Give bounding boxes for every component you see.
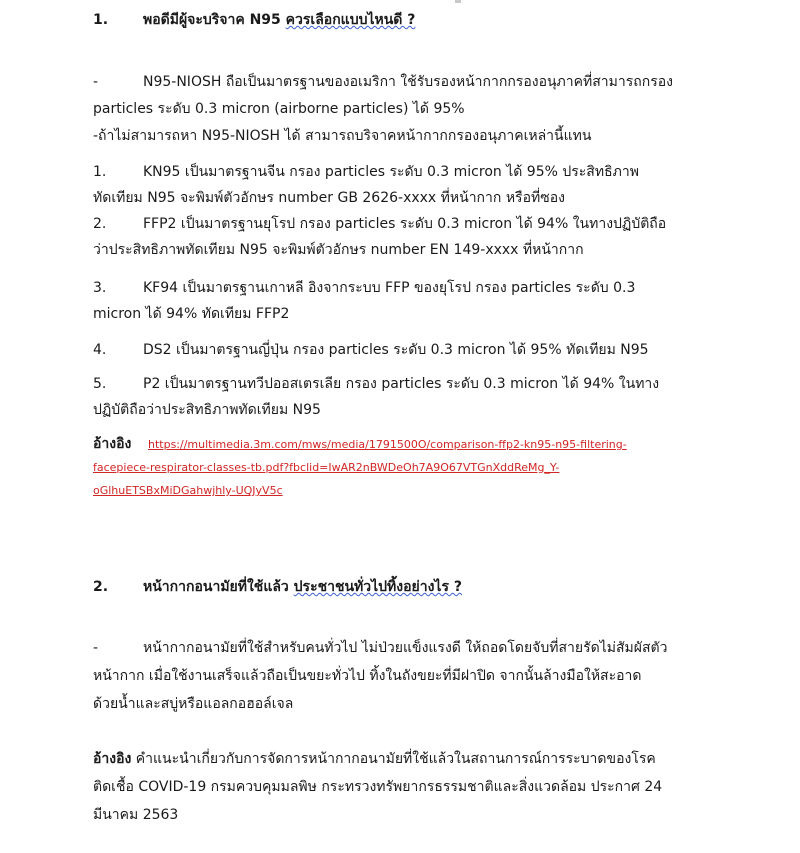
q1-title <box>143 10 415 30</box>
q1-item-2-line2: ว่าประสิทธิภาพทัดเทียม N95 จะพิมพ์ตัวอักษร number EN 149-xxxx ที่หน้ากาก <box>93 242 584 258</box>
q1-item-2-line1: FFP2 เป็นมาตรฐานยุโรป กรอง particles ระดับ 0.3 micron ได้ 94% ในทางปฏิบัติถือ <box>143 216 667 232</box>
q1-item-1-line2: ทัดเทียม N95 จะพิมพ์ตัวอักษร number GB 2626-xxxx ที่หน้ากาก หรือที่ซอง <box>93 190 565 206</box>
q1-item-5-number: 5. <box>93 376 107 392</box>
q1-title-underlined: ควรเลือกแบบไหนดี ? <box>285 12 416 28</box>
q2-title-plain: หน้ากากอนามัยที่ใช้แล้ว <box>143 579 294 595</box>
q1-item-5-line2: ปฏิบัติถือว่าประสิทธิภาพทัดเทียม N95 <box>93 402 321 418</box>
q2-body-line2: หน้ากาก เมื่อใช้งานเสร็จแล้วถือเป็นขยะทั่วไป ทิ้งในถังขยะที่มีฝาปิด จากนั้นล้างมือให้สะอาด <box>93 668 642 684</box>
q1-item-3-number: 3. <box>93 280 107 296</box>
q2-ref-label: อ้างอิง <box>93 751 132 767</box>
q1-item-5-line1: P2 เป็นมาตรฐานทวีปออสเตรเลีย กรอง particles ระดับ 0.3 micron ได้ 94% ในทาง <box>143 376 660 392</box>
q2-body-line1: หน้ากากอนามัยที่ใช้สำหรับคนทั่วไป ไม่ป่วยแข็งแรงดี ให้ถอดโดยจับที่สายรัดไม่สัมผัสตัว <box>143 640 668 656</box>
q1-item-1-line1: KN95 เป็นมาตรฐานจีน กรอง particles ระดับ 0.3 micron ได้ 95% ประสิทธิภาพ <box>143 164 639 180</box>
q1-item-3-line1: KF94 เป็นมาตรฐานเกาหลี อิงจากระบบ FFP ของยุโรป กรอง particles ระดับ 0.3 <box>143 280 636 296</box>
page-top-mark <box>455 0 461 3</box>
q1-intro-line2: particles ระดับ 0.3 micron (airborne particles) ได้ 95% <box>93 101 465 117</box>
q2-ref-text-1: คำแนะนำเกี่ยวกับการจัดการหน้ากากอนามัยที่ใช้แล้วในสถานการณ์การระบาดของโรค <box>131 751 656 767</box>
q1-item-2-number: 2. <box>93 216 107 232</box>
q1-ref-label: อ้างอิง <box>93 436 132 452</box>
q2-number: 2. <box>93 579 109 595</box>
q2-ref-line3: มีนาคม 2563 <box>93 807 179 823</box>
q2-ref-line1 <box>93 749 656 769</box>
q2-bullet: - <box>93 640 99 656</box>
q2-title <box>143 577 462 597</box>
q1-intro-line3: -ถ้าไม่สามารถหา N95-NIOSH ได้ สามารถบริจาคหน้ากากกรองอนุภาคเหล่านี้แทน <box>93 128 592 144</box>
q1-title-plain: พอดีมีผู้จะบริจาค N95 <box>143 12 286 28</box>
q1-item-4-line1: DS2 เป็นมาตรฐานญี่ปุ่น กรอง particles ระดับ 0.3 micron ได้ 95% ทัดเทียม N95 <box>143 342 649 358</box>
q2-body-line3: ด้วยน้ำและสบู่หรือแอลกอฮอล์เจล <box>93 696 294 712</box>
q1-ref-link-line2[interactable]: facepiece-respirator-classes-tb.pdf?fbclid=IwAR2nBWDeOh7A9O67VTGnXddReMg_Y- <box>93 461 560 474</box>
q2-ref-line2: ติดเชื้อ COVID-19 กรมควบคุมมลพิษ กระทรวงทรัพยากรธรรมชาติและสิ่งแวดล้อม ประกาศ 24 <box>93 779 663 795</box>
q1-item-3-line2: micron ได้ 94% ทัดเทียม FFP2 <box>93 306 290 322</box>
q1-ref-link-line1[interactable]: https://multimedia.3m.com/mws/media/1791500O/comparison-ffp2-kn95-n95-filtering- <box>148 438 627 451</box>
q1-bullet: - <box>93 74 99 90</box>
q1-item-1-number: 1. <box>93 164 107 180</box>
q1-intro-line1: N95-NIOSH ถือเป็นมาตรฐานของอเมริกา ใช้รับรองหน้ากากกรองอนุภาคที่สามารถกรอง <box>143 74 673 90</box>
q1-number: 1. <box>93 12 109 28</box>
q1-ref-link-line3[interactable]: oGlhuETSBxMiDGahwjhly-UQJyV5c <box>93 484 283 497</box>
q1-item-4-number: 4. <box>93 342 107 358</box>
q2-title-underlined: ประชาชนทั่วไปทิ้งอย่างไร ? <box>293 579 462 595</box>
